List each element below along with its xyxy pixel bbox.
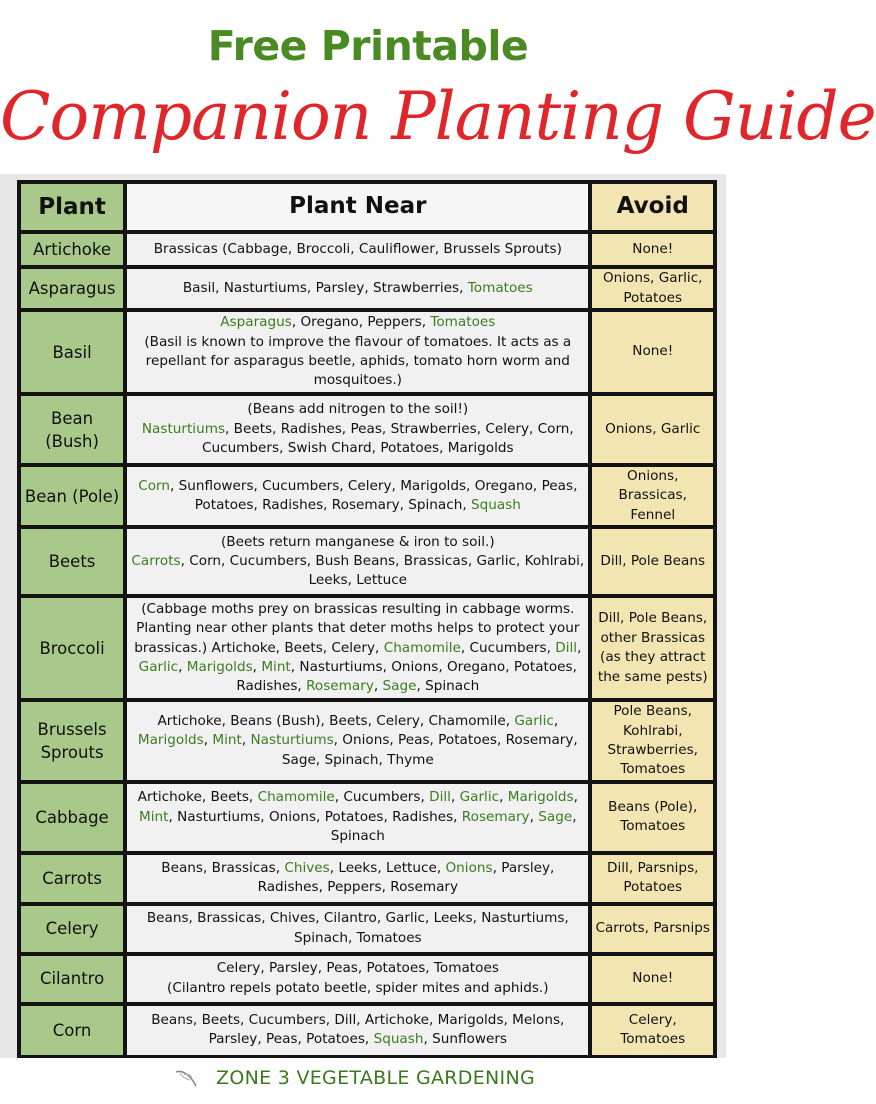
plant-name: Artichoke	[19, 232, 125, 267]
companion-text: ,	[450, 789, 460, 806]
companion-text: , Nasturtiums, Onions, Potatoes, Radishes,	[168, 808, 462, 825]
companion-text: ,	[373, 678, 383, 695]
companion-highlight: Dill	[429, 789, 451, 806]
companion-text: ,	[252, 658, 262, 675]
companion-text: ,	[178, 658, 187, 675]
plant-near-cell	[125, 310, 590, 394]
table-row	[19, 700, 715, 782]
plant-name: Broccoli	[19, 596, 125, 700]
companion-highlight: Mint	[261, 658, 291, 675]
avoid-cell: Pole Beans, Kohlrabi, Strawberries, Tomatoes	[590, 700, 715, 782]
companion-text: , Oregano, Peppers,	[291, 314, 431, 331]
companion-text: , Cucumbers,	[460, 639, 556, 656]
companion-highlight: Chives	[284, 859, 330, 876]
companion-highlight: Onions	[445, 859, 493, 876]
companion-text: , Sunflowers	[423, 1031, 508, 1048]
companion-text: ,	[529, 808, 539, 825]
avoid-cell: Dill, Pole Beans	[590, 527, 715, 596]
header-plant-near: Plant Near	[125, 182, 590, 232]
companion-highlight: Garlic	[138, 658, 179, 675]
companion-highlight: Sage	[382, 678, 417, 695]
companion-highlight: Mint	[212, 732, 242, 749]
table-row	[19, 904, 715, 954]
companion-highlight: Tomatoes	[467, 279, 533, 296]
table-row	[19, 782, 715, 853]
companion-text: , Spinach	[416, 678, 480, 695]
companion-text: (Basil is known to improve the flavour of tomatoes. It acts as a repellant for asparagus beetle, aphids, tomato horn worm and mosquitoes.)	[144, 333, 572, 389]
companion-text: ,	[577, 639, 582, 656]
companion-highlight: Chamomile	[257, 789, 335, 806]
plant-name: Brussels Sprouts	[19, 700, 125, 782]
footer-brand: ZONE 3 VEGETABLE GARDENING	[216, 1067, 535, 1089]
companion-text: (Beets return manganese & iron to soil.)	[220, 533, 495, 550]
companion-text: , Parsley, Radishes, Peppers, Rosemary	[257, 859, 555, 896]
companion-text: , Nasturtiums, Onions, Oregano, Potatoes, Radishes,	[236, 658, 577, 695]
companion-highlight: Carrots	[131, 553, 181, 570]
companion-text: , Onions, Peas, Potatoes, Rosemary, Sage, Spinach, Thyme	[281, 732, 578, 768]
avoid-cell: None!	[590, 232, 715, 267]
plant-name: Celery	[19, 904, 125, 954]
companion-text: , Leeks, Lettuce,	[329, 859, 446, 876]
header-avoid: Avoid	[590, 182, 715, 232]
plant-near-cell	[125, 954, 590, 1004]
companion-text: Celery, Parsley, Peas, Potatoes, Tomatoes	[216, 960, 499, 977]
table-row	[19, 527, 715, 596]
companion-highlight: Marigolds	[137, 732, 204, 749]
avoid-cell: Beans (Pole), Tomatoes	[590, 782, 715, 853]
companion-highlight: Garlic	[514, 712, 554, 729]
companion-text: ,	[553, 712, 559, 729]
table-header-row	[19, 182, 715, 232]
table-row	[19, 310, 715, 394]
companion-text: Artichoke, Beans (Bush), Beets, Celery, Chamomile,	[157, 712, 515, 729]
table-row	[19, 1004, 715, 1057]
companion-text: Artichoke, Beets,	[137, 789, 258, 806]
plant-near-cell	[125, 904, 590, 954]
plant-name: Basil	[19, 310, 125, 394]
avoid-cell: Onions, Brassicas, Fennel	[590, 465, 715, 527]
plant-near-cell	[125, 465, 590, 527]
companion-text: Brassicas (Cabbage, Broccoli, Cauliflower, Brussels Sprouts)	[153, 240, 562, 257]
companion-text: Beans, Brassicas,	[161, 859, 285, 876]
companion-text: (Cabbage moths prey on brassicas resulting in cabbage worms. Planting near other plants that deter moths helps to protect your brassicas.) Artichoke, Beets, Celery,	[134, 600, 580, 656]
avoid-cell: Onions, Garlic, Potatoes	[590, 267, 715, 310]
companion-highlight: Squash	[373, 1031, 424, 1048]
plant-name: Corn	[19, 1004, 125, 1057]
companion-highlight: Nasturtiums	[141, 420, 226, 437]
companion-text: ,	[203, 732, 213, 749]
avoid-cell: Celery, Tomatoes	[590, 1004, 715, 1057]
companion-highlight: Dill	[555, 639, 578, 656]
companion-highlight: Marigolds	[507, 789, 574, 806]
plant-near-cell	[125, 700, 590, 782]
table-row	[19, 853, 715, 904]
plant-near-cell	[125, 394, 590, 465]
plant-name: Bean (Bush)	[19, 394, 125, 465]
companion-text: Beans, Beets, Cucumbers, Dill, Artichoke, Marigolds, Melons, Parsley, Peas, Potatoes,	[151, 1011, 565, 1048]
avoid-cell: Carrots, Parsnips	[590, 904, 715, 954]
companion-text: (Cilantro repels potato beetle, spider mites and aphids.)	[167, 979, 549, 996]
companion-text: , Beets, Radishes, Peas, Strawberries, Celery, Corn, Cucumbers, Swish Chard, Potatoes, Marigolds	[201, 420, 574, 457]
companion-highlight: Sage	[538, 808, 573, 825]
plant-name: Cilantro	[19, 954, 125, 1004]
companion-highlight: Marigolds	[186, 658, 253, 675]
companion-highlight: Corn	[138, 477, 170, 494]
companion-text: ,	[573, 789, 578, 806]
table-row	[19, 954, 715, 1004]
leaf-icon	[174, 1068, 200, 1090]
plant-near-cell	[125, 596, 590, 700]
companion-highlight: Rosemary	[306, 678, 374, 695]
table-row	[19, 394, 715, 465]
companion-text: , Corn, Cucumbers, Bush Beans, Brassicas, Garlic, Kohlrabi, Leeks, Lettuce	[180, 553, 585, 589]
table-row	[19, 267, 715, 310]
avoid-cell: Dill, Parsnips, Potatoes	[590, 853, 715, 904]
table-row	[19, 465, 715, 527]
companion-text: , Spinach	[330, 808, 577, 845]
avoid-cell: Onions, Garlic	[590, 394, 715, 465]
companion-highlight: Chamomile	[383, 639, 461, 656]
plant-name: Beets	[19, 527, 125, 596]
plant-near-cell	[125, 853, 590, 904]
companion-highlight: Tomatoes	[430, 314, 496, 331]
plant-near-cell	[125, 1004, 590, 1057]
companion-planting-table	[17, 180, 717, 1059]
page-title: Free Printable	[207, 22, 529, 70]
plant-near-cell	[125, 232, 590, 267]
companion-highlight: Nasturtiums	[250, 732, 334, 749]
companion-text: ,	[499, 789, 508, 806]
avoid-cell: None!	[590, 310, 715, 394]
companion-text: , Sunflowers, Cucumbers, Celery, Marigolds, Oregano, Peas, Potatoes, Radishes, Rosemary, Spinach,	[170, 477, 578, 514]
companion-text: ,	[241, 732, 251, 749]
header-plant: Plant	[19, 182, 125, 232]
companion-highlight: Squash	[470, 497, 521, 514]
table-row	[19, 232, 715, 267]
plant-name: Cabbage	[19, 782, 125, 853]
plant-near-cell	[125, 782, 590, 853]
plant-name: Carrots	[19, 853, 125, 904]
plant-near-cell	[125, 527, 590, 596]
table-row	[19, 596, 715, 700]
companion-highlight: Rosemary	[461, 808, 530, 825]
companion-highlight: Mint	[139, 808, 169, 825]
companion-text: , Cucumbers,	[334, 789, 430, 806]
avoid-cell: Dill, Pole Beans, other Brassicas (as they attract the same pests)	[590, 596, 715, 700]
companion-text: (Beans add nitrogen to the soil!)	[247, 401, 469, 418]
companion-highlight: Asparagus	[220, 314, 292, 331]
guide-title: Companion Planting Guide	[0, 78, 876, 155]
companion-text: Beans, Brassicas, Chives, Cilantro, Garlic, Leeks, Nasturtiums, Spinach, Tomatoes	[146, 910, 569, 946]
avoid-cell: None!	[590, 954, 715, 1004]
plant-near-cell	[125, 267, 590, 310]
companion-text: Basil, Nasturtiums, Parsley, Strawberries,	[182, 279, 468, 296]
plant-name: Bean (Pole)	[19, 465, 125, 527]
plant-name: Asparagus	[19, 267, 125, 310]
companion-highlight: Garlic	[459, 789, 500, 806]
